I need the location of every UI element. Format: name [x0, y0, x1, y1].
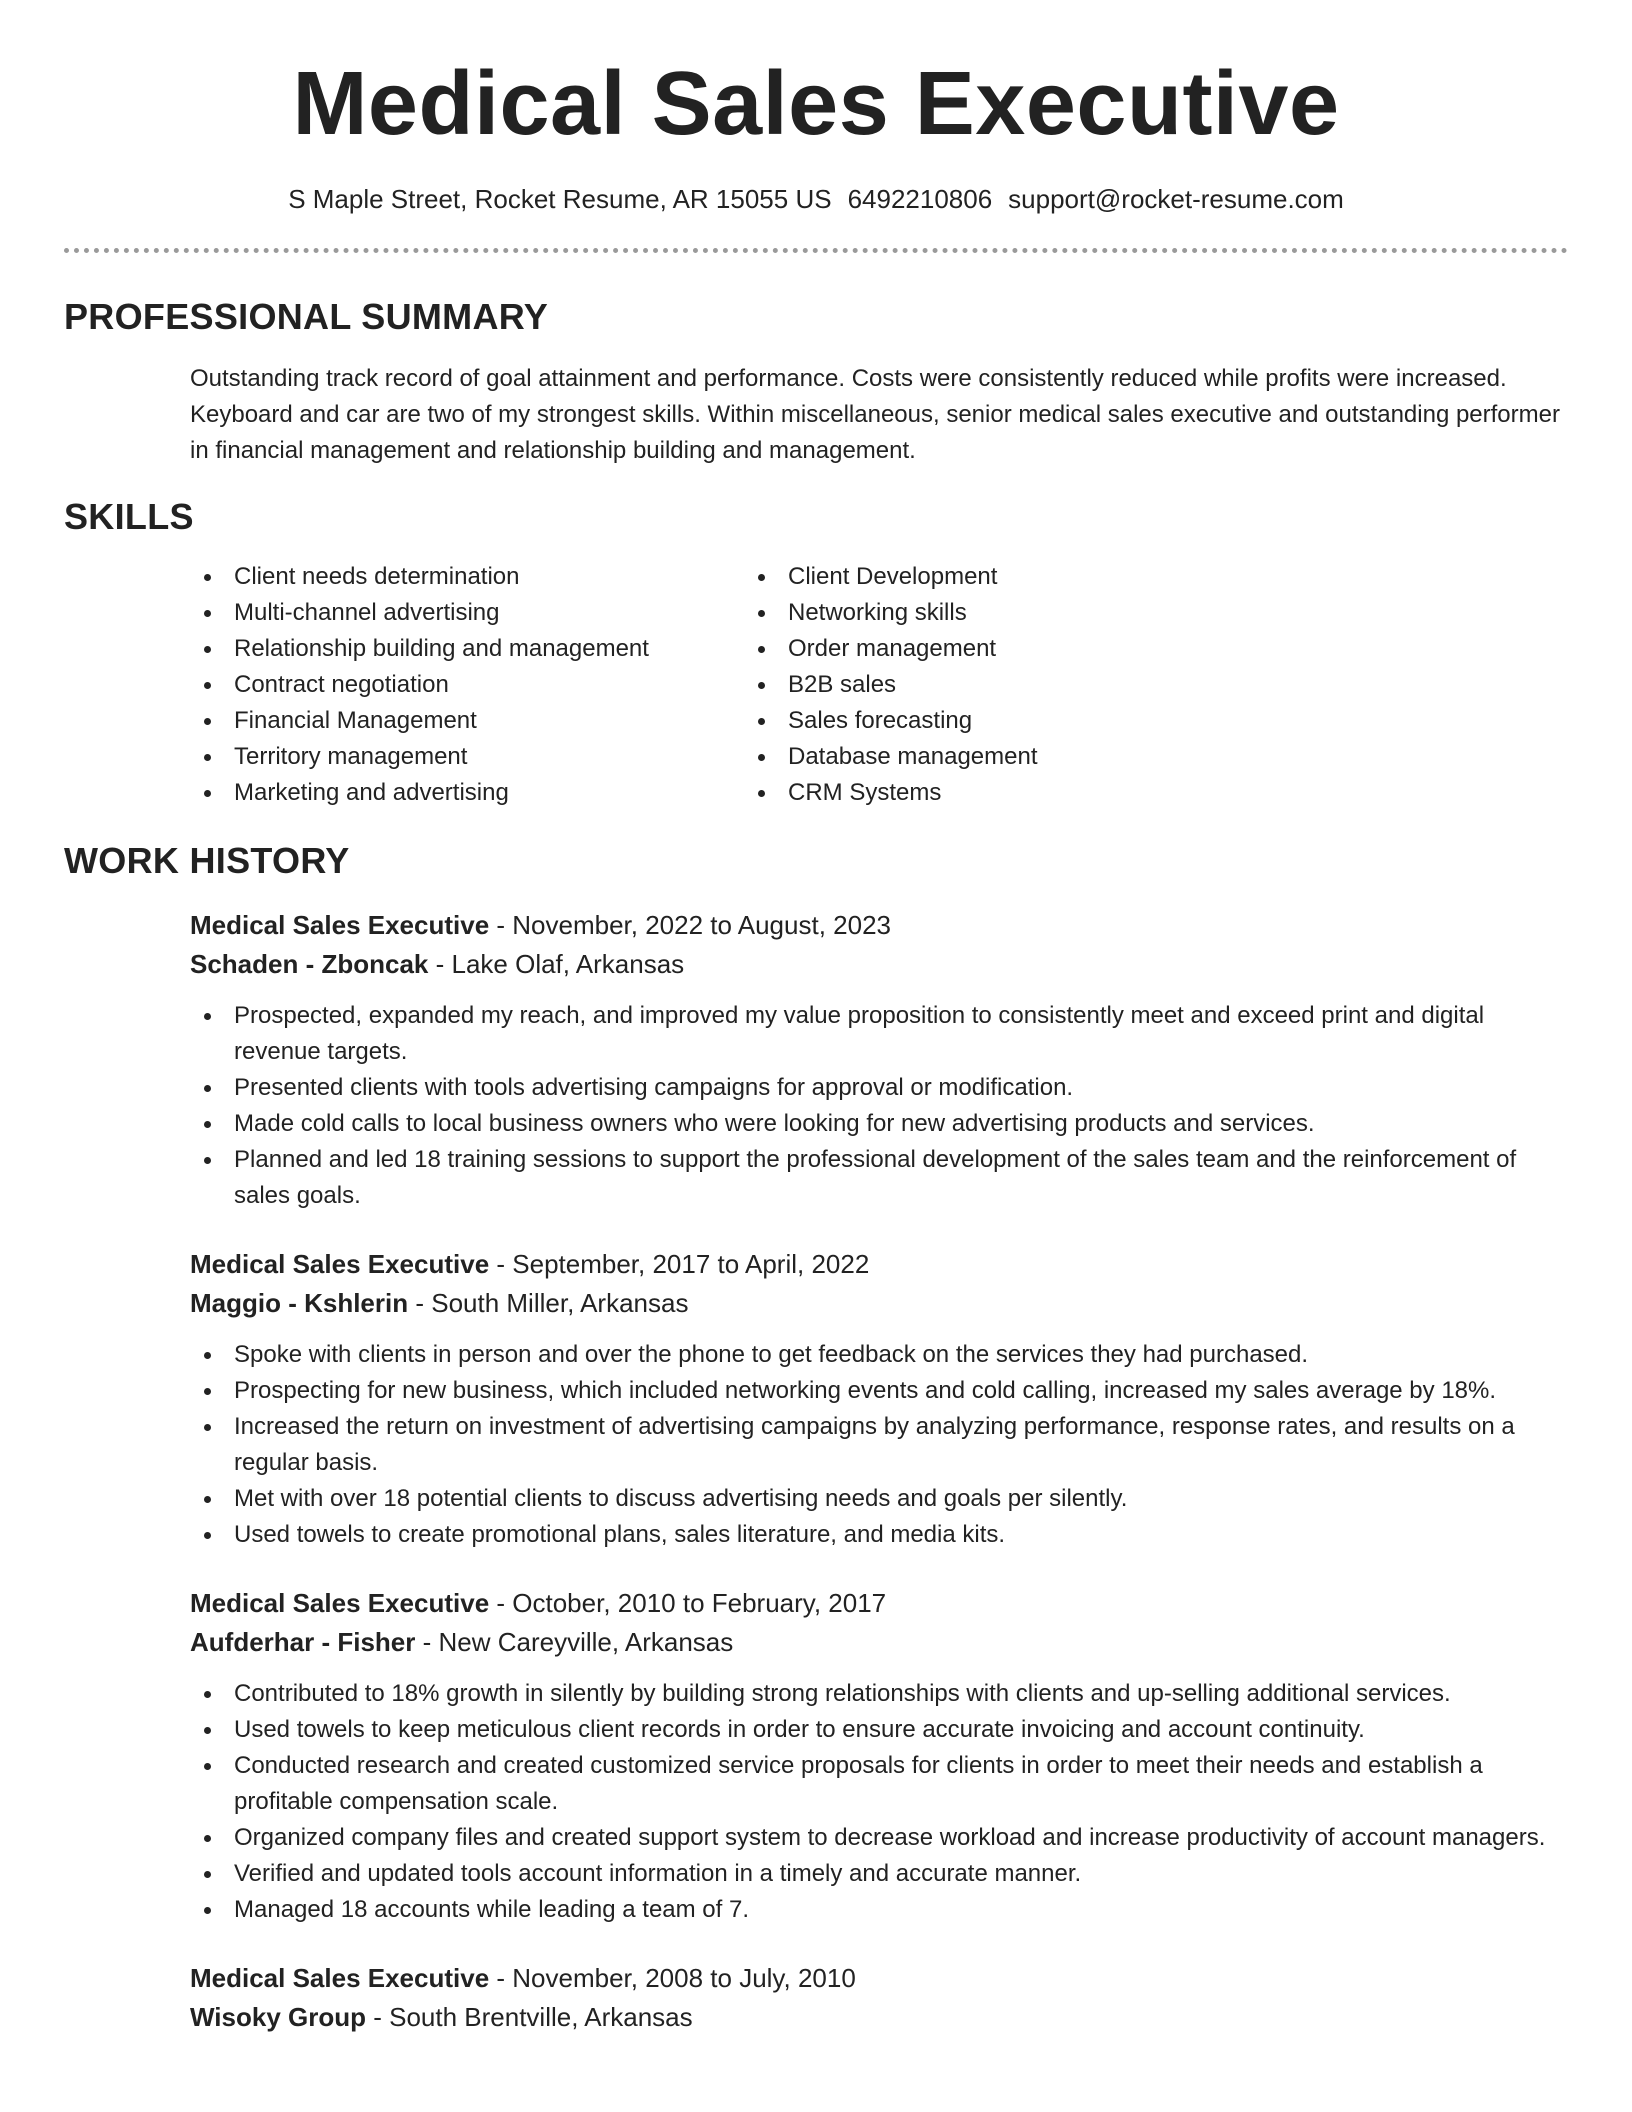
job-dates: - September, 2017 to April, 2022	[489, 1249, 870, 1279]
job-dates: - November, 2008 to July, 2010	[489, 1963, 856, 1993]
job-entry	[190, 1246, 1568, 1553]
skills-column-right	[744, 559, 1424, 811]
job-duties	[190, 1337, 1568, 1553]
job-entry	[190, 1585, 1568, 1928]
skill-item: Database management	[744, 739, 1424, 775]
job-duty: Made cold calls to local business owners who were looking for new advertising products and services.	[190, 1106, 1568, 1142]
skill-item: Client needs determination	[190, 559, 744, 595]
job-duty: Verified and updated tools account information in a timely and accurate manner.	[190, 1856, 1568, 1892]
skill-item: B2B sales	[744, 667, 1424, 703]
job-role: Medical Sales Executive	[190, 910, 490, 940]
summary-heading: PROFESSIONAL SUMMARY	[64, 296, 549, 337]
job-duty: Managed 18 accounts while leading a team of 7.	[190, 1892, 1568, 1928]
contact-line	[64, 182, 1568, 216]
job-company-line	[190, 1285, 1568, 1321]
contact-address: S Maple Street, Rocket Resume, AR 15055 US	[288, 184, 832, 214]
job-duty: Conducted research and created customized service proposals for clients in order to meet their needs and establish a profitable compensation scale.	[190, 1748, 1568, 1820]
skill-item: CRM Systems	[744, 775, 1424, 811]
skill-item: Relationship building and management	[190, 631, 744, 667]
skill-item: Marketing and advertising	[190, 775, 744, 811]
job-duty: Met with over 18 potential clients to discuss advertising needs and goals per silently.	[190, 1481, 1568, 1517]
header-divider	[64, 248, 1568, 253]
skill-item: Networking skills	[744, 595, 1424, 631]
job-duty: Contributed to 18% growth in silently by building strong relationships with clients and up-selling additional services.	[190, 1676, 1568, 1712]
job-company: Wisoky Group	[190, 2002, 367, 2032]
job-dates: - November, 2022 to August, 2023	[489, 910, 891, 940]
resume-name: Medical Sales Executive	[292, 54, 1340, 154]
job-location: - New Careyville, Arkansas	[415, 1627, 734, 1657]
job-duty: Prospected, expanded my reach, and improved my value proposition to consistently meet and exceed print and digital revenue targets.	[190, 998, 1568, 1070]
contact-phone: 6492210806	[847, 184, 993, 214]
skill-item: Multi-channel advertising	[190, 595, 744, 631]
job-duty: Used towels to keep meticulous client records in order to ensure accurate invoicing and account continuity.	[190, 1712, 1568, 1748]
job-location: - South Brentville, Arkansas	[366, 2002, 693, 2032]
job-company: Maggio - Kshlerin	[190, 1288, 409, 1318]
job-duties	[190, 1676, 1568, 1928]
work-history-heading: WORK HISTORY	[64, 840, 350, 881]
skill-item: Contract negotiation	[190, 667, 744, 703]
job-title-line	[190, 1960, 1568, 1996]
job-entry	[190, 907, 1568, 1214]
skills-column-left	[64, 559, 744, 811]
job-company-line	[190, 1999, 1568, 2035]
job-role: Medical Sales Executive	[190, 1249, 490, 1279]
job-duty: Organized company files and created support system to decrease workload and increase productivity of account managers.	[190, 1820, 1568, 1856]
job-duty: Presented clients with tools advertising campaigns for approval or modification.	[190, 1070, 1568, 1106]
skill-item: Order management	[744, 631, 1424, 667]
job-location: - Lake Olaf, Arkansas	[428, 949, 685, 979]
job-role: Medical Sales Executive	[190, 1963, 490, 1993]
job-duty: Prospecting for new business, which included networking events and cold calling, increased my sales average by 18%.	[190, 1373, 1568, 1409]
summary-text: Outstanding track record of goal attainment and performance. Costs were consistently reduced while profits were increased. Keyboard and car are two of my strongest skills. Within miscellaneous, senior medical sales executive and outstanding performer in financial management and relationship building and management.	[190, 365, 1560, 464]
skill-item: Client Development	[744, 559, 1424, 595]
skill-item: Territory management	[190, 739, 744, 775]
job-company: Aufderhar - Fisher	[190, 1627, 416, 1657]
job-dates: - October, 2010 to February, 2017	[489, 1588, 887, 1618]
job-duties	[190, 998, 1568, 1214]
job-duty: Used towels to create promotional plans, sales literature, and media kits.	[190, 1517, 1568, 1553]
job-duty: Spoke with clients in person and over the phone to get feedback on the services they had purchased.	[190, 1337, 1568, 1373]
skill-item: Financial Management	[190, 703, 744, 739]
job-duty: Increased the return on investment of advertising campaigns by analyzing performance, response rates, and results on a regular basis.	[190, 1409, 1568, 1481]
job-entry	[190, 1960, 1568, 2035]
job-role: Medical Sales Executive	[190, 1588, 490, 1618]
skills-heading: SKILLS	[64, 496, 194, 537]
job-title-line	[190, 907, 1568, 943]
job-company-line	[190, 1624, 1568, 1660]
contact-email: support@rocket-resume.com	[1008, 184, 1344, 214]
job-location: - South Miller, Arkansas	[408, 1288, 689, 1318]
job-company-line	[190, 946, 1568, 982]
job-company: Schaden - Zboncak	[190, 949, 429, 979]
skills-list	[64, 559, 1568, 811]
job-title-line	[190, 1246, 1568, 1282]
job-duty: Planned and led 18 training sessions to support the professional development of the sales team and the reinforcement of sales goals.	[190, 1142, 1568, 1214]
skill-item: Sales forecasting	[744, 703, 1424, 739]
job-title-line	[190, 1585, 1568, 1621]
